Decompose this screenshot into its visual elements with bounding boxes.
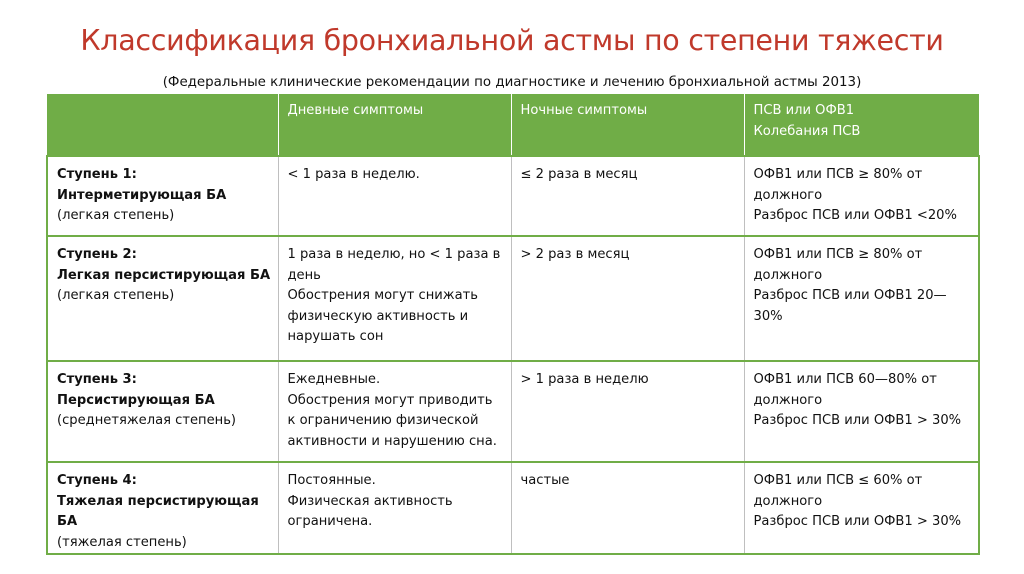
severity-label: (легкая степень): [57, 208, 175, 224]
header-cell-night-symptoms: Ночные симптомы: [511, 94, 744, 156]
header-cell-psv: [744, 94, 979, 156]
page-title: Классификация бронхиальной астмы по степени тяжести: [80, 24, 944, 57]
stage-name: Тяжелая персистирующая БА: [57, 493, 259, 530]
day-symptoms-note: Обострения могут приводить к ограничению физической активности и нарушению сна.: [287, 392, 497, 449]
night-symptoms-text: > 2 раз в месяц: [520, 247, 630, 262]
stage-name: Легкая персистирующая БА: [57, 267, 271, 283]
night-symptoms-text: ≤ 2 раза в месяц: [520, 167, 638, 182]
day-symptoms-note: Физическая активность ограничена.: [287, 493, 453, 530]
header-cell-day-symptoms: Дневные симптомы: [278, 94, 511, 156]
night-symptoms-cell: [511, 156, 744, 236]
psv-cell: [744, 361, 979, 462]
table-row-stage-1: [47, 156, 979, 236]
psv-value: ОФВ1 или ПСВ ≤ 60% от должного: [753, 473, 923, 509]
night-symptoms-text: частые: [520, 473, 570, 488]
severity-label: (тяжелая степень): [57, 534, 187, 550]
psv-spread: Разброс ПСВ или ОФВ1 > 30%: [753, 514, 962, 530]
table-row-stage-3: [47, 361, 979, 462]
stage-label: Ступень 1:: [57, 167, 137, 182]
stage-cell: [47, 462, 278, 554]
table-row-stage-2: [47, 236, 979, 361]
day-symptoms-cell: [278, 236, 511, 361]
day-symptoms-text: Постоянные.: [287, 473, 376, 488]
header-psv-variation-label: Колебания ПСВ: [753, 123, 861, 139]
header-psv-label: ПСВ или ОФВ1: [753, 103, 855, 118]
day-symptoms-cell: [278, 156, 511, 236]
psv-cell: [744, 236, 979, 361]
classification-table: [46, 94, 980, 555]
night-symptoms-cell: [511, 361, 744, 462]
day-symptoms-text: 1 раза в неделю, но < 1 раза в день: [287, 247, 501, 283]
night-symptoms-cell: [511, 462, 744, 554]
night-symptoms-text: > 1 раза в неделю: [520, 372, 649, 387]
day-symptoms-cell: [278, 361, 511, 462]
severity-label: (среднетяжелая степень): [57, 413, 237, 429]
psv-value: ОФВ1 или ПСВ 60—80% от должного: [753, 372, 937, 408]
stage-name: Ступень 3: Персистирующая БА: [57, 372, 215, 408]
psv-cell: [744, 156, 979, 236]
stage-cell: [47, 361, 278, 462]
severity-label: (легкая степень): [57, 288, 175, 304]
page-subtitle: (Федеральные клинические рекомендации по диагностике и лечению бронхиальной астмы 2013): [162, 75, 862, 90]
psv-spread: Разброс ПСВ или ОФВ1 <20%: [753, 208, 957, 224]
psv-spread: Разброс ПСВ или ОФВ1 > 30%: [753, 413, 962, 429]
table-header-row: [47, 94, 979, 156]
psv-value: ОФВ1 или ПСВ ≥ 80% от должного: [753, 167, 923, 203]
day-symptoms-text: < 1 раза в неделю.: [287, 167, 420, 182]
day-symptoms-cell: [278, 462, 511, 554]
psv-spread: Разброс ПСВ или ОФВ1 20—30%: [753, 288, 947, 324]
stage-label: Ступень 4:: [57, 473, 137, 488]
header-cell-stage: [47, 94, 278, 156]
day-symptoms-note: Обострения могут снижать физическую активность и нарушать сон: [287, 288, 478, 345]
stage-cell: [47, 156, 278, 236]
stage-name: Интерметирующая БА: [57, 187, 227, 203]
stage-label: Ступень 2:: [57, 247, 137, 262]
psv-cell: [744, 462, 979, 554]
night-symptoms-cell: [511, 236, 744, 361]
table-row-stage-4: [47, 462, 979, 554]
day-symptoms-text: Ежедневные.: [287, 372, 381, 387]
psv-value: ОФВ1 или ПСВ ≥ 80% от должного: [753, 247, 923, 283]
stage-cell: [47, 236, 278, 361]
